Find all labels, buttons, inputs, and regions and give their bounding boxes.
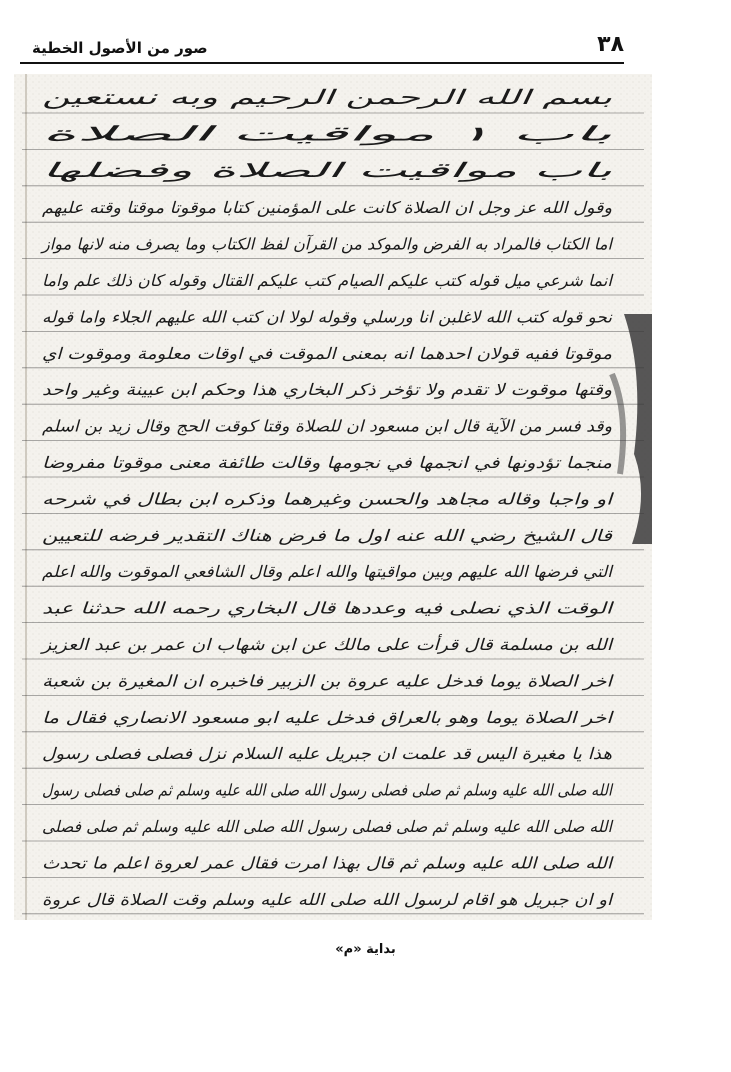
manuscript-facsimile	[14, 74, 652, 920]
manuscript-line: الله صلى الله عليه وسلم ثم صلى فصلى رسول الله صلى الله عليه وسلم ثم صلى فصلى رسول	[42, 780, 614, 800]
manuscript-line: اخر الصلاة يوما فدخل عليه عروة بن الزبير فاخبره ان المغيرة بن شعبة	[42, 671, 614, 691]
manuscript-line: الله صلى الله عليه وسلم ثم صلى فصلى رسول الله صلى الله عليه وسلم ثم صلى فصلى	[42, 817, 614, 836]
header-rule	[20, 62, 624, 64]
manuscript-line: باب ١ مواقيت الصلاة	[42, 121, 528, 146]
manuscript-line: منجما تؤدونها في انجمها في نجومها وقالت طائفة معنى موقوتا مفروضا	[42, 453, 613, 472]
manuscript-line: وقد فسر من الآية قال ابن مسعود ان للصلاة وقتا كوقت الحج وقال زيد بن اسلم	[42, 416, 613, 436]
manuscript-line: نحو قوله كتب الله لاغلبن انا ورسلي وقوله لولا ان كتب الله عليهم الجلاء واما قوله	[42, 307, 613, 327]
manuscript-line: اما الكتاب فالمراد به الفرض والموكد من القرآن لفظ الكتاب وما يصرف منه لانها مواز	[42, 234, 607, 254]
manuscript-line: اخر الصلاة يوما وهو بالعراق فدخل عليه ابو مسعود الانصاري فقال ما	[42, 707, 614, 727]
manuscript-line: موقوتا ففيه قولان احدهما انه بمعنى الموقت في اوقات معلومة وموقوت اي	[42, 343, 613, 363]
manuscript-line: او واجبا وقاله مجاهد والحسن وغيرهما وذكره ابن بطال في شرحه	[42, 489, 615, 509]
running-header	[20, 30, 624, 64]
book-title: صور من الأصول الخطية	[32, 39, 208, 57]
manuscript-line: الله صلى الله عليه وسلم ثم قال بهذا امرت فقال عمر لعروة اعلم ما تحدث	[42, 853, 614, 873]
manuscript-line: انما شرعي ميل قوله كتب عليكم الصيام كتب عليكم القتال وقوله كان ذلك علم واما	[42, 271, 614, 290]
figure-caption: بداية «م»	[335, 942, 396, 957]
manuscript-line: الوقت الذي نصلى فيه وعددها قال البخاري رحمه الله حدثنا عبد	[42, 598, 615, 618]
manuscript-line: باب مواقيت الصلاة وفضلها	[42, 157, 614, 182]
manuscript-image	[14, 74, 652, 920]
manuscript-line: التي فرضها الله عليهم وبين مواقيتها والله اعلم وقال الشافعي الموقوت والله اعلم	[42, 562, 614, 582]
manuscript-line: وقتها موقوت لا تقدم ولا تؤخر ذكر البخاري هذا وحكم ابن عيينة وغير واحد	[42, 380, 613, 400]
manuscript-line: او ان جبريل هو اقام لرسول الله صلى الله عليه وسلم وقت الصلاة قال عروة	[42, 889, 614, 909]
manuscript-line: الله بن مسلمة قال قرأت على مالك عن ابن شهاب ان عمر بن عبد العزيز	[42, 635, 526, 654]
manuscript-line: وقول الله عز وجل ان الصلاة كانت على المؤمنين كتابا موقوتا موقتا وقته عليهم	[42, 198, 613, 218]
manuscript-line: قال الشيخ رضي الله عنه اول ما فرض هناك التقدير فرضه للتعيين	[42, 525, 614, 545]
manuscript-line: هذا يا مغيرة اليس قد علمت ان جبريل عليه السلام نزل فصلى فصلى رسول	[42, 744, 613, 764]
page-number: ٣٨	[597, 32, 624, 57]
manuscript-line: بسم الله الرحمن الرحيم وبه نستعين	[42, 85, 613, 109]
